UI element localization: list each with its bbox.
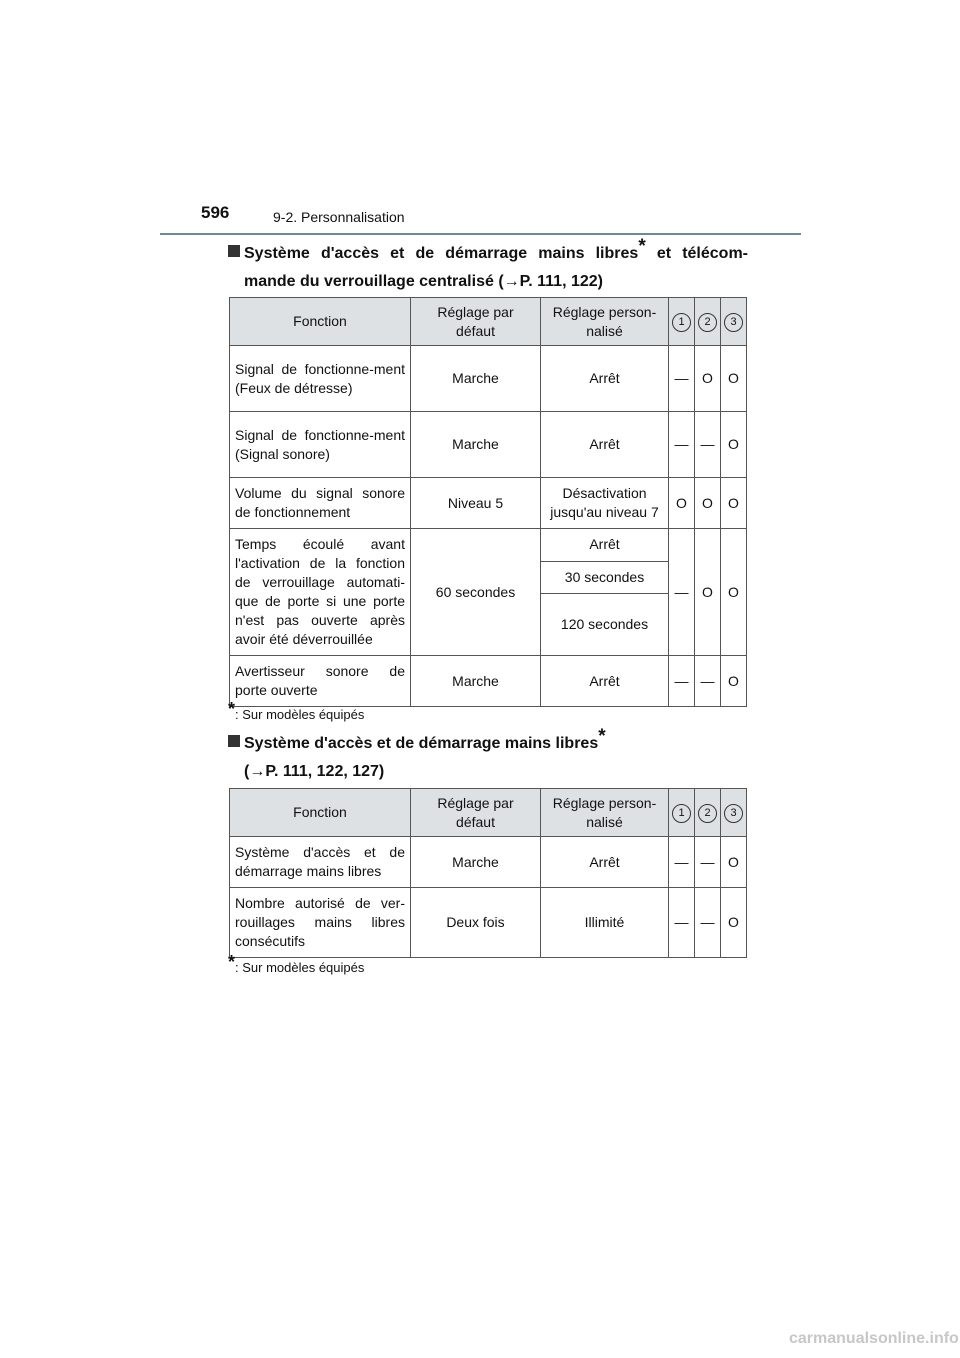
table-header-row (230, 789, 747, 837)
header-col-2 (695, 789, 721, 837)
footnote-2 (228, 952, 365, 975)
footnote-asterisk: * (228, 952, 236, 972)
row-mark-1: — (669, 346, 695, 412)
circled-1-icon: 1 (672, 313, 691, 332)
row-mark-1: — (669, 529, 695, 656)
circled-2-icon: 2 (698, 313, 717, 332)
header-col-1 (669, 789, 695, 837)
heading-line1: Système d'accès et de démarrage mains libres (244, 735, 599, 752)
row-custom: Arrêt (541, 346, 669, 412)
row-mark-1: — (669, 656, 695, 707)
row-custom: Arrêt (541, 412, 669, 478)
row-mark-3: O (721, 346, 747, 412)
header-col-3 (721, 789, 747, 837)
heading-keyless-entry (228, 726, 606, 786)
heading-line1-tail: et télécom- (645, 245, 748, 262)
circled-3-icon: 3 (724, 313, 743, 332)
row-custom-option: 120 secondes (541, 594, 669, 656)
row-default: Marche (411, 837, 541, 888)
section-title: 9-2. Personnalisation (273, 209, 405, 225)
heading-line1: Système d'accès et de démarrage mains libres (244, 245, 639, 262)
settings-table-2 (229, 788, 747, 958)
row-function: Avertisseur sonore de porte ouverte (230, 656, 411, 707)
row-custom: Illimité (541, 888, 669, 958)
circled-2-icon: 2 (698, 804, 717, 823)
row-mark-3: O (721, 837, 747, 888)
row-mark-2: O (695, 346, 721, 412)
row-custom-option: 30 secondes (541, 561, 669, 594)
row-mark-1: — (669, 412, 695, 478)
heading-keyless-entry-and-remote (228, 236, 748, 296)
header-function: Fonction (230, 298, 411, 346)
table-header-row (230, 298, 747, 346)
heading-line2: (→P. 111, 122, 127) (244, 763, 385, 780)
row-mark-2: — (695, 656, 721, 707)
square-bullet-icon (228, 735, 240, 747)
table-row (230, 888, 747, 958)
table-row (230, 529, 747, 562)
asterisk-marker: * (638, 236, 646, 257)
row-default: Marche (411, 346, 541, 412)
row-custom: Arrêt (541, 837, 669, 888)
row-custom: Désactivation jusqu'au niveau 7 (541, 478, 669, 529)
row-custom: Arrêt (541, 656, 669, 707)
page-number: 596 (201, 203, 230, 222)
settings-table-1 (229, 297, 747, 707)
row-mark-2: O (695, 529, 721, 656)
table-row (230, 656, 747, 707)
footnote-1 (228, 699, 365, 722)
row-function: Volume du signal sonore de fonctionnement (230, 478, 411, 529)
header-function: Fonction (230, 789, 411, 837)
table-row (230, 478, 747, 529)
footnote-text: : Sur modèles équipés (235, 707, 365, 722)
header-default: Réglage par défaut (411, 789, 541, 837)
footnote-asterisk: * (228, 699, 236, 719)
heading-line2: mande du verrouillage centralisé (→P. 111, 122) (244, 273, 603, 290)
row-mark-1: — (669, 888, 695, 958)
page-header (0, 0, 960, 240)
row-function: Signal de fonctionne-ment (Signal sonore) (230, 412, 411, 478)
header-col-2 (695, 298, 721, 346)
header-rule (160, 233, 801, 235)
row-mark-2: — (695, 837, 721, 888)
watermark: carmanualsonline.info (789, 1330, 959, 1347)
row-mark-3: O (721, 529, 747, 656)
footnote-text: : Sur modèles équipés (235, 960, 365, 975)
row-mark-3: O (721, 412, 747, 478)
table-row (230, 412, 747, 478)
circled-3-icon: 3 (724, 804, 743, 823)
row-custom-option: Arrêt (541, 529, 669, 562)
row-mark-3: O (721, 478, 747, 529)
header-custom: Réglage person-nalisé (541, 298, 669, 346)
row-default: 60 secondes (411, 529, 541, 656)
row-default: Marche (411, 412, 541, 478)
asterisk-marker: * (598, 726, 606, 747)
row-default: Marche (411, 656, 541, 707)
table-row (230, 837, 747, 888)
header-custom: Réglage person-nalisé (541, 789, 669, 837)
row-mark-3: O (721, 656, 747, 707)
row-function: Signal de fonctionne-ment (Feux de détresse) (230, 346, 411, 412)
row-mark-1: O (669, 478, 695, 529)
row-mark-2: O (695, 478, 721, 529)
row-function: Système d'accès et de démarrage mains libres (230, 837, 411, 888)
row-mark-2: — (695, 412, 721, 478)
header-default: Réglage par défaut (411, 298, 541, 346)
row-function: Nombre autorisé de ver-rouillages mains libres consécutifs (230, 888, 411, 958)
row-mark-2: — (695, 888, 721, 958)
row-default: Niveau 5 (411, 478, 541, 529)
row-mark-1: — (669, 837, 695, 888)
row-mark-3: O (721, 888, 747, 958)
circled-1-icon: 1 (672, 804, 691, 823)
row-default: Deux fois (411, 888, 541, 958)
table-row (230, 346, 747, 412)
row-function: Temps écoulé avant l'activation de la fonction de verrouillage automati-que de porte si une porte n'est pas ouverte après avoir été déverrouillée (230, 529, 411, 656)
header-col-3 (721, 298, 747, 346)
header-col-1 (669, 298, 695, 346)
square-bullet-icon (228, 245, 240, 257)
